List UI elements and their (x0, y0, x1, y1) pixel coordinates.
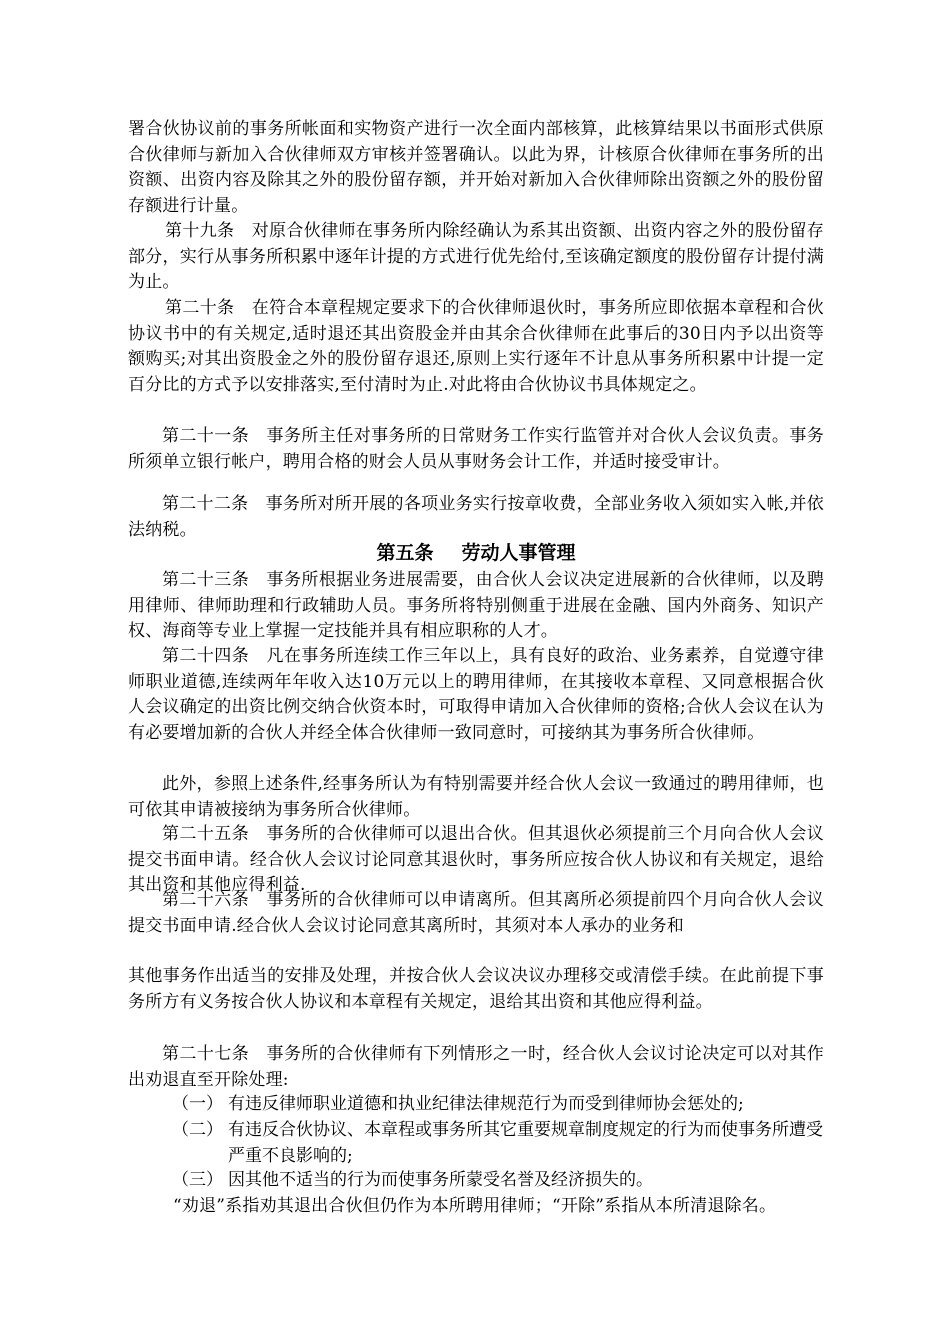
list-item-text: 有违反合伙协议、本章程或事务所其它重要规章制度规定的行为而使事务所遭受严重不良影响的; (228, 1120, 823, 1166)
section-number: 第五条 (376, 542, 434, 564)
paragraph-article-20: 第二十条 在符合本章程规定要求下的合伙律师退伙时，事务所应即依据本章程和合伙协议书中的有关规定,适时退还其出资股金并由其余合伙律师在此事后的30日内予以出资等额购买;对其出资股金之外的股份留存退还,原则上实行逐年不计息从事务所积累中计提一定百分比的方式予以安排落实,至付清时为止.对此将由合伙协议书具体规定之。 (128, 298, 824, 395)
paragraph-article-26: 第二十六条 事务所的合伙律师可以申请离所。但其离所必须提前四个月向合伙人会议提交书面申请.经合伙人会议讨论同意其离所时，其须对本人承办的业务和 (128, 890, 824, 936)
paragraph-article-19: 第十九条 对原合伙律师在事务所内除经确认为系其出资额、出资内容之外的股份留存部分，实行从事务所积累中逐年计提的方式进行优先给付,至该确定额度的股份留存计提付满为止。 (128, 221, 824, 293)
list-item-marker: （三） (172, 1170, 223, 1190)
list-item-marker: （二） (172, 1120, 223, 1140)
list-item (128, 1118, 824, 1169)
paragraph-article-22: 第二十二条 事务所对所开展的各项业务实行按章收费，全部业务收入须如实入帐,并依法纳税。 (128, 494, 824, 540)
section-heading (128, 540, 824, 566)
paragraph-article-25: 第二十五条 事务所的合伙律师可以退出合伙。但其退伙必须提前三个月向合伙人会议提交书面申请。经合伙人会议讨论同意其退伙时，事务所应按合伙人协议和有关规定，退给其出资和其他应得利益. (128, 824, 824, 896)
list-item (128, 1092, 824, 1118)
paragraph-article-24: 第二十四条 凡在事务所连续工作三年以上，具有良好的政治、业务素养，自觉遵守律师职业道德,连续两年年收入达10万元以上的聘用律师，在其接收本章程、又同意根据合伙人会议确定的出资比例交纳合伙资本时，可取得申请加入合伙律师的资格;合伙人会议在认为有必要增加新的合伙人并经全体合伙律师一致同意时，可接纳其为事务所合伙律师。 (128, 646, 824, 743)
list-item (128, 1168, 824, 1194)
paragraph-definitions: “劝退”系指劝其退出合伙但仍作为本所聘用律师；“开除”系指从本所清退除名。 (173, 1196, 777, 1216)
paragraph-p1: 署合伙协议前的事务所帐面和实物资产进行一次全面内部核算，此核算结果以书面形式供原合伙律师与新加入合伙律师双方审核并签署确认。以此为界，计核原合伙律师在事务所的出资额、出资内容及除其之外的股份留存额，并开始对新加入合伙律师除出资额之外的股份留存额进行计量。 (128, 119, 824, 216)
list-item-text: 有违反律师职业道德和执业纪律法律规范行为而受到律师协会惩处的; (228, 1094, 744, 1114)
paragraph-article-27: 第二十七条 事务所的合伙律师有下列情形之一时，经合伙人会议讨论决定可以对其作出劝退直至开除处理: (128, 1044, 824, 1090)
paragraph-article-21: 第二十一条 事务所主任对事务所的日常财务工作实行监管并对合伙人会议负责。事务所须单立银行帐户，聘用合格的财会人员从事财务会计工作，并适时接受审计。 (128, 426, 824, 472)
paragraph-article-23: 第二十三条 事务所根据业务进展需要，由合伙人会议决定进展新的合伙律师，以及聘用律师、律师助理和行政辅助人员。事务所将特别侧重于进展在金融、国内外商务、知识产权、海商等专业上掌握一定技能并具有相应职称的人才。 (128, 570, 824, 642)
paragraph-supplement: 此外，参照上述条件,经事务所认为有特别需要并经合伙人会议一致通过的聘用律师，也可依其申请被接纳为事务所合伙律师。 (128, 774, 824, 820)
paragraph-article-26-continued: 其他事务作出适当的安排及处理，并按合伙人会议决议办理移交或清偿手续。在此前提下事务所方有义务按合伙人协议和本章程有关规定，退给其出资和其他应得利益。 (128, 966, 824, 1012)
section-title: 劳动人事管理 (461, 542, 576, 564)
list-item-marker: （一） (172, 1094, 223, 1114)
list-item-text: 因其他不适当的行为而使事务所蒙受名誉及经济损失的。 (228, 1170, 653, 1190)
